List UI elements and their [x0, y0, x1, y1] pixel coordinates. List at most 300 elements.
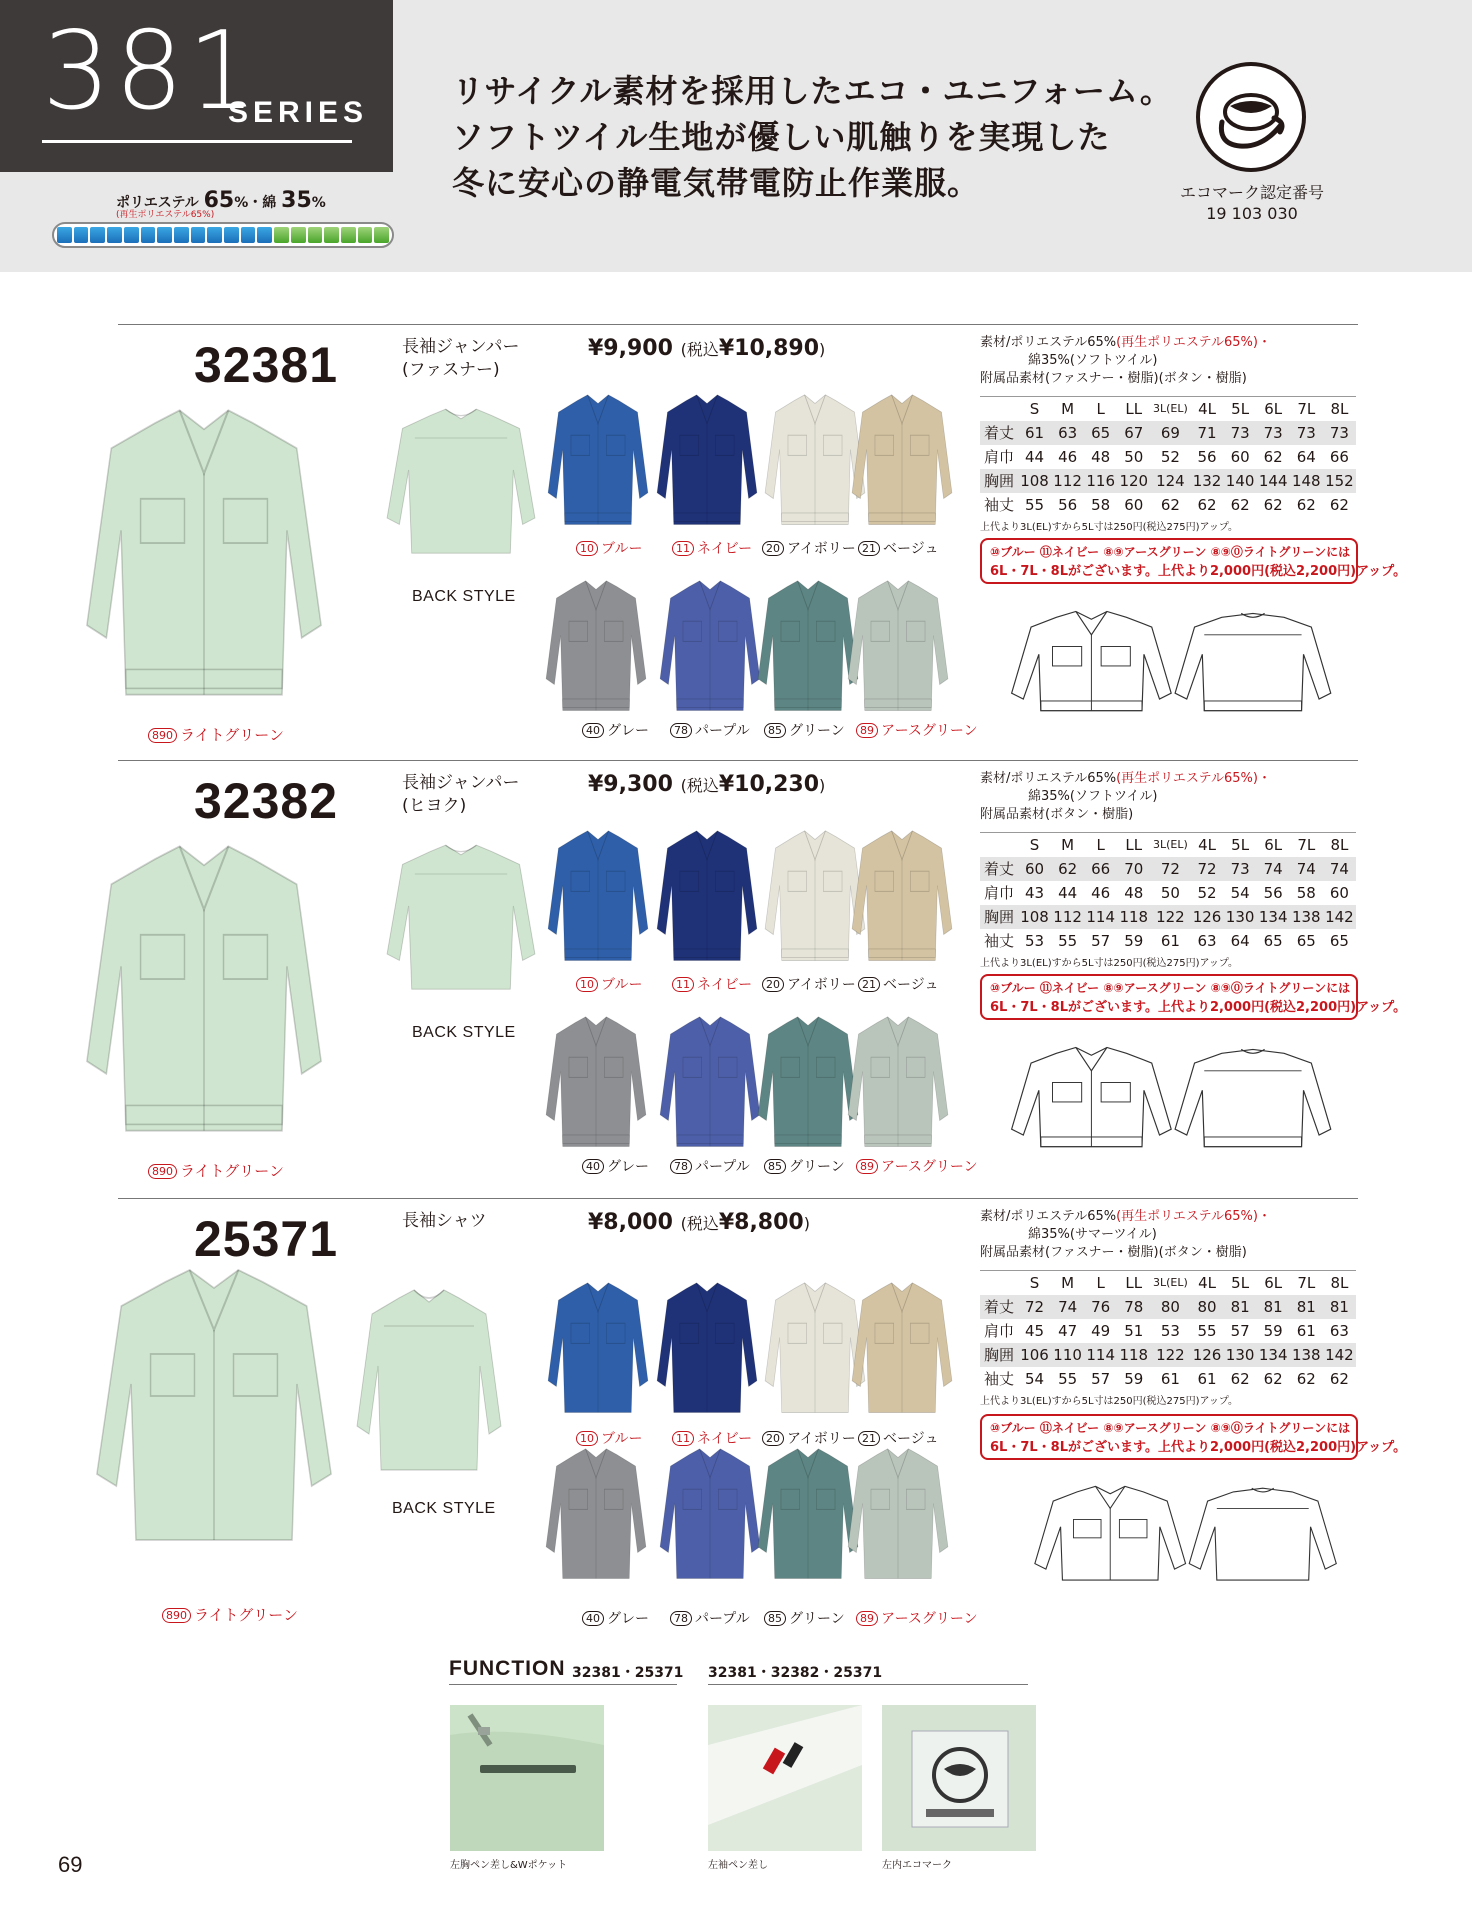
size-cell: 49	[1091, 1321, 1111, 1340]
price-tax-prefix: (税込	[680, 1214, 719, 1233]
size-cell: 112	[1051, 905, 1084, 929]
size-row-label: 胸囲	[980, 469, 1018, 493]
size-note: 上代より3L(EL)すから5L寸は250円(税込275円)アップ。	[980, 1396, 1239, 1407]
material-cotton: 綿35%(ソフトツイル)	[1028, 789, 1158, 804]
size-row	[980, 421, 1356, 445]
size-cell: 69	[1150, 421, 1190, 445]
size-cell: 57	[1091, 931, 1111, 950]
size-header: 6L	[1257, 1271, 1290, 1295]
size-cell: 63	[1051, 421, 1084, 445]
size-cell: 81	[1323, 1295, 1356, 1319]
color-num: 85	[764, 1159, 786, 1174]
eco-mark-logo	[1196, 62, 1306, 172]
size-cell: 74	[1323, 857, 1356, 881]
product-name-line-1: 長袖ジャンパー	[402, 337, 520, 357]
size-header: M	[1051, 833, 1084, 857]
size-cell: 64	[1230, 931, 1250, 950]
color-name: アイボリー	[787, 541, 856, 557]
color-swatch-89	[846, 578, 950, 722]
color-label-10	[576, 974, 642, 994]
series-badge	[0, 0, 393, 172]
size-cell: 122	[1150, 1343, 1190, 1367]
color-num: 78	[670, 1611, 692, 1626]
color-name: グレー	[607, 723, 649, 739]
main-product-photo	[92, 1264, 336, 1568]
color-label-20	[762, 1428, 856, 1448]
size-header: 5L	[1224, 1271, 1257, 1295]
size-cell: 62	[1051, 857, 1084, 881]
color-name: パープル	[695, 1611, 750, 1627]
size-header: 3L(EL)	[1150, 833, 1190, 857]
size-cell: 56	[1197, 447, 1217, 466]
color-label-78	[670, 1156, 750, 1176]
price-tax	[680, 772, 826, 797]
size-cell: 48	[1091, 447, 1111, 466]
color-num: 89	[856, 1611, 878, 1626]
color-num: 20	[762, 1431, 784, 1446]
technical-drawing	[998, 604, 1358, 728]
size-cell: 72	[1191, 857, 1224, 881]
notice-line-2: 6L・7L・8Lがございます。上代より2,000円(税込2,200円)アップ。	[990, 564, 1407, 579]
color-name: ブルー	[601, 541, 643, 557]
size-cell: 50	[1124, 447, 1144, 466]
function-sub-2: 32381・32382・25371	[708, 1665, 883, 1681]
size-cell: 80	[1191, 1295, 1224, 1319]
material-accessory: 附属品素材(ファスナー・樹脂)(ボタン・樹脂)	[980, 1245, 1247, 1260]
color-num: 40	[582, 723, 604, 738]
size-header: 4L	[1191, 833, 1224, 857]
size-row	[980, 881, 1356, 905]
size-header: 4L	[1191, 1271, 1224, 1295]
color-name: ネイビー	[697, 541, 753, 557]
size-cell: 64	[1296, 447, 1316, 466]
size-cell: 122	[1150, 905, 1190, 929]
price-tax-prefix: (税込	[680, 776, 719, 795]
price-tax-value: ¥10,890	[718, 336, 820, 361]
color-swatch-85	[756, 1014, 860, 1158]
color-num: 11	[672, 541, 694, 556]
notice-line-2: 6L・7L・8Lがございます。上代より2,000円(税込2,200円)アップ。	[990, 1440, 1407, 1455]
color-num: 10	[576, 541, 598, 556]
price-tax-value: ¥10,230	[718, 772, 820, 797]
function-caption-2: 左袖ペン差し	[708, 1860, 768, 1871]
color-name: ブルー	[601, 977, 643, 993]
size-cell: 74	[1051, 1295, 1084, 1319]
color-swatch-78	[658, 1446, 762, 1590]
size-row-label: 肩巾	[983, 1322, 1014, 1340]
color-name: グリーン	[789, 1611, 845, 1627]
extra-size-notice	[980, 538, 1407, 584]
size-cell: 55	[1058, 931, 1078, 950]
color-label-21	[858, 538, 938, 558]
size-cell: 53	[1024, 931, 1045, 950]
size-cell: 62	[1160, 495, 1180, 514]
size-cell: 142	[1323, 1343, 1356, 1367]
size-header: S	[1018, 397, 1051, 421]
material-info	[980, 1208, 1271, 1262]
size-cell: 57	[1230, 1321, 1250, 1340]
color-swatch-78	[658, 578, 762, 722]
price-tax	[680, 1210, 810, 1235]
size-cell: 118	[1117, 905, 1150, 929]
extra-size-notice	[980, 1414, 1407, 1460]
size-header: M	[1051, 397, 1084, 421]
color-num: 78	[670, 723, 692, 738]
color-num: 85	[764, 1611, 786, 1626]
main-color-label	[148, 724, 284, 745]
size-cell: 126	[1191, 1343, 1224, 1367]
size-cell: 62	[1263, 1369, 1283, 1388]
color-label-21	[858, 1428, 938, 1448]
size-cell: 62	[1197, 495, 1217, 514]
size-cell: 66	[1084, 857, 1117, 881]
fabric-poly-pct: 65	[203, 188, 235, 213]
color-name: ネイビー	[697, 1431, 753, 1447]
size-cell: 124	[1150, 469, 1190, 493]
size-cell: 114	[1084, 905, 1117, 929]
size-cell: 52	[1160, 447, 1180, 466]
color-num: 40	[582, 1159, 604, 1174]
size-row-label: 肩巾	[983, 884, 1014, 902]
function-photo-eco-mark	[882, 1705, 1036, 1851]
size-cell: 73	[1290, 421, 1323, 445]
size-cell: 112	[1051, 469, 1084, 493]
extra-size-notice	[980, 974, 1407, 1020]
size-cell: 55	[1058, 1369, 1078, 1388]
size-cell: 126	[1191, 905, 1224, 929]
price-tax-value: ¥8,800	[718, 1210, 804, 1235]
product-name-line-1: 長袖シャツ	[402, 1211, 487, 1231]
material-main: 素材/ポリエステル65%	[980, 1209, 1117, 1224]
size-header: 5L	[1224, 397, 1257, 421]
pct-sign: %	[234, 195, 249, 211]
size-header: 8L	[1323, 1271, 1356, 1295]
size-cell: 56	[1263, 883, 1283, 902]
color-num: 78	[670, 1159, 692, 1174]
material-recycled: (再生ポリエステル65%)・	[1116, 771, 1271, 786]
color-label-89	[856, 1156, 978, 1176]
size-cell: 80	[1150, 1295, 1190, 1319]
color-num: 20	[762, 977, 784, 992]
main-color-num: 890	[148, 1164, 177, 1179]
tagline-line-2: ソフトツイル生地が優しい肌触りを実現した	[452, 118, 1111, 156]
size-cell: 60	[1018, 857, 1051, 881]
size-cell: 106	[1018, 1343, 1051, 1367]
fabric-poly-label: ポリエステル	[116, 195, 199, 211]
size-cell: 61	[1018, 421, 1051, 445]
color-swatch-10	[546, 392, 650, 536]
color-label-20	[762, 538, 856, 558]
product-name	[402, 1210, 487, 1233]
size-cell: 144	[1257, 469, 1290, 493]
size-cell: 116	[1084, 469, 1117, 493]
function-caption-3: 左内エコマーク	[882, 1860, 952, 1871]
main-color-num: 890	[148, 728, 177, 743]
size-row	[980, 905, 1356, 929]
size-cell: 60	[1124, 495, 1144, 514]
material-info	[980, 334, 1271, 388]
size-header: S	[1018, 833, 1051, 857]
size-cell: 66	[1329, 447, 1349, 466]
color-label-21	[858, 974, 938, 994]
size-row	[980, 1295, 1356, 1319]
price	[588, 336, 825, 361]
color-label-40	[582, 1608, 649, 1628]
notice-line-1: ⑩ブルー ⑪ネイビー ⑧⑨アースグリーン ⑧⑨⓪ライトグリーンには	[990, 1421, 1351, 1435]
size-row	[980, 1367, 1356, 1391]
material-info	[980, 770, 1271, 824]
product-name	[402, 336, 519, 382]
notice-line-2: 6L・7L・8Lがございます。上代より2,000円(税込2,200円)アップ。	[990, 1000, 1407, 1015]
size-row	[980, 1319, 1356, 1343]
size-cell: 67	[1117, 421, 1150, 445]
color-swatch-11	[655, 1280, 759, 1424]
function-rule-1	[449, 1684, 677, 1685]
size-note: 上代より3L(EL)すから5L寸は250円(税込275円)アップ。	[980, 522, 1239, 533]
color-num: 40	[582, 1611, 604, 1626]
color-name: グリーン	[789, 1159, 845, 1175]
size-cell: 54	[1230, 883, 1250, 902]
size-cell: 47	[1058, 1321, 1078, 1340]
back-style-label: BACK STYLE	[412, 1024, 516, 1041]
size-note: 上代より3L(EL)すから5L寸は250円(税込275円)アップ。	[980, 958, 1239, 969]
color-num: 85	[764, 723, 786, 738]
size-cell: 60	[1230, 447, 1250, 466]
material-recycled: (再生ポリエステル65%)・	[1116, 1209, 1271, 1224]
size-cell: 120	[1117, 469, 1150, 493]
section-rule	[118, 760, 1358, 761]
size-cell: 134	[1257, 1343, 1290, 1367]
color-label-85	[764, 1156, 845, 1176]
fabric-ratio-bar	[52, 222, 394, 248]
price-base: ¥9,300	[588, 772, 673, 797]
technical-drawing	[998, 1040, 1358, 1164]
size-cell: 56	[1058, 495, 1078, 514]
size-header: 5L	[1224, 833, 1257, 857]
size-cell: 61	[1296, 1321, 1316, 1340]
fabric-sub: (再生ポリエステル65%)	[116, 210, 215, 220]
tagline-line-1: リサイクル素材を採用したエコ・ユニフォーム。	[452, 72, 1173, 110]
size-row-label: 着丈	[980, 857, 1018, 881]
size-cell: 61	[1160, 931, 1180, 950]
size-cell: 132	[1191, 469, 1224, 493]
model-number: 25371	[194, 1211, 339, 1267]
size-row	[980, 445, 1356, 469]
color-swatch-40	[544, 578, 648, 722]
size-cell: 152	[1323, 469, 1356, 493]
size-cell: 52	[1197, 883, 1217, 902]
model-number: 32382	[194, 773, 339, 829]
fabric-cotton-pct: 35	[281, 188, 312, 213]
notice-line-1: ⑩ブルー ⑪ネイビー ⑧⑨アースグリーン ⑧⑨⓪ライトグリーンには	[990, 981, 1351, 995]
material-main: 素材/ポリエステル65%	[980, 771, 1117, 786]
size-header: S	[1018, 1271, 1051, 1295]
main-color-name: ライトグリーン	[180, 1162, 284, 1180]
main-product-photo	[82, 404, 326, 724]
tagline-line-3: 冬に安心の静電気帯電防止作業服。	[452, 164, 981, 202]
function-photo-chest-pocket	[450, 1705, 604, 1851]
color-num: 21	[858, 977, 880, 992]
eco-mark-label: エコマーク認定番号	[1179, 183, 1324, 202]
size-header: 8L	[1323, 833, 1356, 857]
back-style-label: BACK STYLE	[412, 588, 516, 605]
main-color-num: 890	[162, 1608, 191, 1623]
size-header: M	[1051, 1271, 1084, 1295]
color-swatch-10	[546, 1280, 650, 1424]
back-product-photo	[354, 1286, 504, 1490]
technical-drawing	[1022, 1476, 1362, 1600]
price	[588, 772, 825, 797]
size-row	[980, 469, 1356, 493]
size-cell: 63	[1197, 931, 1217, 950]
size-cell: 46	[1091, 883, 1111, 902]
color-swatch-21	[850, 392, 954, 536]
size-cell: 61	[1197, 1369, 1217, 1388]
series-word: SERIES	[228, 96, 369, 129]
size-header: 3L(EL)	[1150, 1271, 1190, 1295]
size-cell: 58	[1296, 883, 1316, 902]
color-name: グリーン	[789, 723, 845, 739]
size-cell: 71	[1191, 421, 1224, 445]
color-label-11	[672, 538, 752, 558]
size-row-label: 着丈	[980, 421, 1018, 445]
color-swatch-89	[846, 1446, 950, 1590]
function-sub-1: 32381・25371	[572, 1665, 684, 1681]
color-name: パープル	[695, 1159, 750, 1175]
price-tax-prefix: (税込	[680, 340, 719, 359]
size-cell: 134	[1257, 905, 1290, 929]
color-name: アイボリー	[787, 977, 856, 993]
size-header: L	[1084, 1271, 1117, 1295]
size-cell: 45	[1024, 1321, 1045, 1340]
material-cotton: 綿35%(サマーツイル)	[1028, 1227, 1157, 1242]
size-cell: 62	[1230, 1369, 1250, 1388]
color-name: アースグリーン	[881, 1611, 978, 1627]
size-table	[980, 396, 1356, 517]
color-num: 20	[762, 541, 784, 556]
size-row	[980, 857, 1356, 881]
color-swatch-11	[655, 828, 759, 972]
color-num: 11	[672, 977, 694, 992]
main-product-photo	[82, 840, 326, 1160]
page-number: 69	[58, 1852, 83, 1877]
size-cell: 108	[1018, 905, 1051, 929]
size-header: 4L	[1191, 397, 1224, 421]
back-style-label: BACK STYLE	[392, 1500, 496, 1517]
price-tax-suffix: )	[819, 776, 826, 795]
color-label-10	[576, 1428, 642, 1448]
size-cell: 55	[1024, 495, 1045, 514]
color-swatch-85	[756, 1446, 860, 1590]
color-swatch-89	[846, 1014, 950, 1158]
material-cotton: 綿35%(ソフトツイル)	[1028, 353, 1158, 368]
price-tax-suffix: )	[803, 1214, 810, 1233]
size-table	[980, 1270, 1356, 1391]
color-label-20	[762, 974, 856, 994]
main-color-label	[148, 1160, 284, 1181]
size-header: L	[1084, 833, 1117, 857]
size-row-label: 胸囲	[980, 905, 1018, 929]
size-cell: 81	[1224, 1295, 1257, 1319]
size-cell: 73	[1257, 421, 1290, 445]
size-cell: 44	[1058, 883, 1078, 902]
size-cell: 48	[1124, 883, 1144, 902]
function-title: FUNCTION	[449, 1657, 566, 1680]
size-cell: 59	[1124, 1369, 1144, 1388]
model-number: 32381	[194, 337, 339, 393]
color-label-11	[672, 1428, 752, 1448]
size-cell: 81	[1290, 1295, 1323, 1319]
product-name-line-2: (ファスナー)	[402, 360, 500, 380]
tagline	[452, 68, 1173, 206]
color-name: アースグリーン	[881, 1159, 978, 1175]
color-label-89	[856, 720, 978, 740]
color-name: アイボリー	[787, 1431, 856, 1447]
size-row-label: 袖丈	[983, 1370, 1014, 1388]
material-main: 素材/ポリエステル65%	[980, 335, 1117, 350]
color-name: アースグリーン	[881, 723, 978, 739]
color-name: ブルー	[601, 1431, 643, 1447]
size-header: 6L	[1257, 833, 1290, 857]
size-cell: 65	[1263, 931, 1283, 950]
size-cell: 74	[1257, 857, 1290, 881]
material-accessory: 附属品素材(ファスナー・樹脂)(ボタン・樹脂)	[980, 371, 1247, 386]
size-cell: 130	[1224, 1343, 1257, 1367]
size-cell: 73	[1323, 421, 1356, 445]
size-cell: 62	[1296, 495, 1316, 514]
size-cell: 65	[1296, 931, 1316, 950]
main-color-name: ライトグリーン	[194, 1606, 298, 1624]
size-cell: 59	[1263, 1321, 1283, 1340]
color-name: グレー	[607, 1611, 649, 1627]
material-recycled: (再生ポリエステル65%)・	[1116, 335, 1271, 350]
color-name: ネイビー	[697, 977, 753, 993]
size-header-row	[980, 397, 1356, 421]
notice-line-1: ⑩ブルー ⑪ネイビー ⑧⑨アースグリーン ⑧⑨⓪ライトグリーンには	[990, 545, 1351, 559]
size-header: 7L	[1290, 833, 1323, 857]
price-tax-suffix: )	[819, 340, 826, 359]
function-caption-1: 左胸ペン差し&Wポケット	[450, 1860, 568, 1871]
color-num: 10	[576, 977, 598, 992]
color-label-78	[670, 1608, 750, 1628]
size-header-row	[980, 833, 1356, 857]
size-cell: 140	[1224, 469, 1257, 493]
color-num: 10	[576, 1431, 598, 1446]
size-cell: 73	[1224, 421, 1257, 445]
size-row	[980, 929, 1356, 953]
size-header: L	[1084, 397, 1117, 421]
series-underline	[42, 140, 352, 143]
color-swatch-40	[544, 1014, 648, 1158]
pct-sign: %	[311, 195, 326, 211]
color-label-78	[670, 720, 750, 740]
size-row-label: 着丈	[980, 1295, 1018, 1319]
size-cell: 118	[1117, 1343, 1150, 1367]
color-swatch-85	[756, 578, 860, 722]
color-name: グレー	[607, 1159, 649, 1175]
size-cell: 46	[1058, 447, 1078, 466]
size-cell: 58	[1091, 495, 1111, 514]
size-cell: 54	[1024, 1369, 1045, 1388]
product-name	[402, 772, 519, 818]
size-cell: 62	[1263, 447, 1283, 466]
size-cell: 81	[1257, 1295, 1290, 1319]
size-cell: 55	[1197, 1321, 1217, 1340]
size-table	[980, 832, 1356, 953]
size-row-label: 袖丈	[983, 496, 1014, 514]
size-cell: 43	[1024, 883, 1045, 902]
size-cell: 57	[1091, 1369, 1111, 1388]
